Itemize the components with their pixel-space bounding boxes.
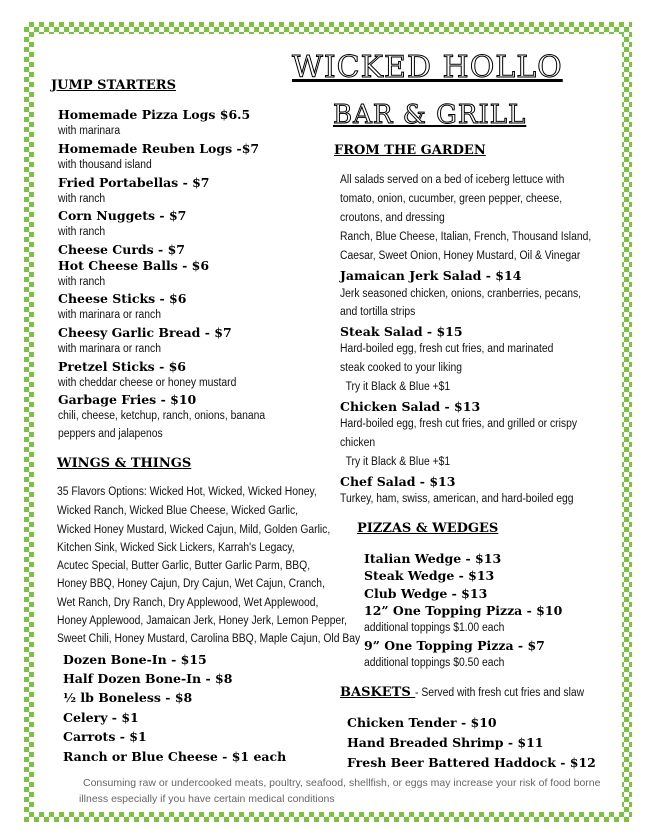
baskets-heading: BASKETS [340,685,416,700]
menu-item-desc: Try it Black & Blue +$1 [340,381,451,393]
menu-item-name: Ranch or Blue Cheese - $1 each [63,749,287,764]
menu-item-desc: with thousand island [58,159,152,171]
flavor-line: Honey Applewood, Jamaican Jerk, Honey Jerk, Lemon Pepper, [57,615,347,627]
flavor-line: Sweet Chili, Honey Mustard, Carolina BBQ, Maple Cajun, Old Bay [57,633,361,645]
menu-item-name: Dozen Bone-In - $15 [63,652,207,667]
wings-heading: WINGS & THINGS [57,456,192,471]
menu-item-desc: with cheddar cheese or honey mustard [58,377,237,389]
menu-item-name: Garbage Fries - $10 [58,392,197,407]
menu-item-name: Hand Breaded Shrimp - $11 [347,735,544,750]
restaurant-title: WICKED HOLLO [292,50,563,85]
menu-item-name: Chicken Tender - $10 [347,715,497,730]
menu-item-name: Steak Salad - $15 [340,324,463,339]
menu-item-desc: Hard-boiled egg, fresh cut fries, and grilled or crispy [340,418,578,430]
menu-item-name: Fresh Beer Battered Haddock - $12 [347,755,596,770]
menu-item-name: Homemade Reuben Logs -$7 [58,141,260,156]
flavor-line: Acutec Special, Butter Garlic, Butter Garlic Parm, BBQ, [57,560,311,572]
menu-item-name: 12” One Topping Pizza - $10 [364,603,563,618]
menu-item-desc: Try it Black & Blue +$1 [340,456,451,468]
food-warning-line: Consuming raw or undercooked meats, poultry, seafood, shellfish, or eggs may increase your risk of food borne [83,777,601,789]
salad-intro-line: tomato, onion, cucumber, green pepper, cheese, [340,193,563,205]
menu-item-desc: chicken [340,437,376,449]
food-warning-line: illness especially if you have certain medical conditions [79,793,335,805]
menu-item-desc: additional toppings $0.50 each [364,657,505,669]
menu-item-desc: with ranch [58,276,106,288]
menu-item-desc: additional toppings $1.00 each [364,622,505,634]
menu-item-desc: Jerk seasoned chicken, onions, cranberries, pecans, [340,288,582,300]
menu-item-desc: peppers and jalapenos [58,428,163,440]
menu-item-name: Cheese Sticks - $6 [58,291,187,306]
menu-item-name: Chef Salad - $13 [340,474,456,489]
flavor-line: Wicked Ranch, Wicked Blue Cheese, Wicked Garlic, [57,505,299,517]
menu-item-name: Italian Wedge - $13 [364,551,502,566]
salad-intro-line: croutons, and dressing [340,212,445,224]
menu-item-name: Cheese Curds - $7 [58,242,185,257]
flavor-line: Honey BBQ, Honey Cajun, Dry Cajun, Wet Cajun, Cranch, [57,578,325,590]
menu-item-name: Half Dozen Bone-In - $8 [63,671,233,686]
menu-item-desc: with marinara [58,125,121,137]
menu-item-desc: Hard-boiled egg, fresh cut fries, and marinated [340,343,554,355]
menu-item-name: Pretzel Sticks - $6 [58,359,187,374]
pizza-heading: PIZZAS & WEDGES [357,521,499,536]
menu-item-name: Corn Nuggets - $7 [58,208,187,223]
jump-starters-heading: JUMP STARTERS [51,78,176,93]
flavor-line: 35 Flavors Options: Wicked Hot, Wicked, Wicked Honey, [57,486,317,498]
flavor-line: Kitchen Sink, Wicked Sick Lickers, Karrah's Legacy, [57,542,295,554]
salad-intro-line: All salads served on a bed of iceberg lettuce with [340,174,565,186]
menu-item-desc: chili, cheese, ketchup, ranch, onions, banana [58,410,266,422]
menu-item-desc: steak cooked to your liking [340,362,462,374]
menu-item-desc: with marinara or ranch [58,309,161,321]
menu-item-name: Jamaican Jerk Salad - $14 [340,268,522,283]
baskets-heading-row [340,683,603,701]
dressing-line: Caesar, Sweet Onion, Honey Mustard, Oil & Vinegar [340,250,581,262]
menu-item-name: Cheesy Garlic Bread - $7 [58,325,232,340]
menu-item-desc: with ranch [58,193,106,205]
menu-item-name: Homemade Pizza Logs $6.5 [58,107,251,122]
menu-item-desc: Turkey, ham, swiss, american, and hard-boiled egg [340,493,574,505]
menu-item-name: Celery - $1 [63,710,139,725]
menu-item-name: ½ lb Boneless - $8 [63,690,193,705]
menu-item-name: Carrots - $1 [63,729,147,744]
menu-item-name: Fried Portabellas - $7 [58,175,210,190]
flavor-line: Wicked Honey Mustard, Wicked Cajun, Mild, Golden Garlic, [57,524,331,536]
menu-item-name: Chicken Salad - $13 [340,399,481,414]
menu-item-name: Steak Wedge - $13 [364,568,495,583]
garden-heading: FROM THE GARDEN [334,143,486,158]
menu-item-name: Hot Cheese Balls - $6 [58,258,210,273]
menu-item-name: Club Wedge - $13 [364,586,488,601]
menu-item-desc: with marinara or ranch [58,343,161,355]
dressing-line: Ranch, Blue Cheese, Italian, French, Thousand Island, [340,231,592,243]
menu-item-desc: with ranch [58,226,106,238]
menu-item-name: 9” One Topping Pizza - $7 [364,638,545,653]
baskets-note: - Served with fresh cut fries and slaw [415,687,585,699]
flavor-line: Wet Ranch, Dry Ranch, Dry Applewood, Wet Applewood, [57,597,319,609]
menu-item-desc: and tortilla strips [340,306,416,318]
restaurant-subtitle: BAR & GRILL [333,100,527,130]
